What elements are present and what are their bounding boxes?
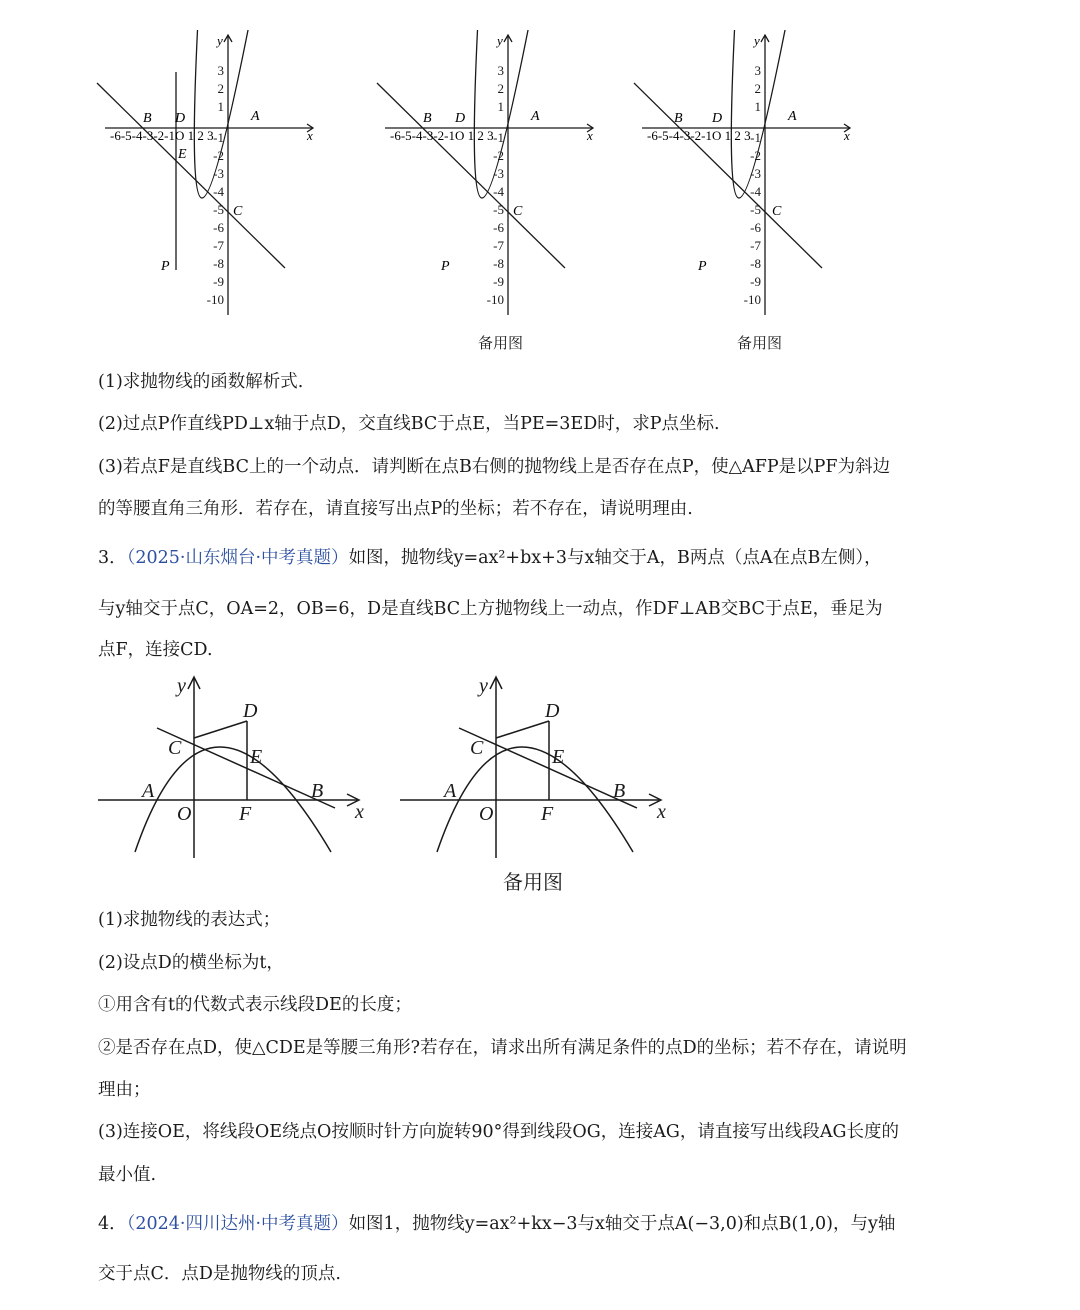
svg-text:-5: -5 bbox=[213, 202, 224, 217]
svg-text:y: y bbox=[754, 33, 760, 48]
svg-text:x: x bbox=[307, 128, 313, 143]
q2-part3: (3)若点F是直线BC上的一个动点．请判断在点B右侧的抛物线上是否存在点P，使△AFP是以PF为斜边 bbox=[98, 457, 891, 477]
svg-text:E: E bbox=[250, 746, 263, 768]
svg-text:-4: -4 bbox=[213, 184, 224, 199]
q3-source: （2025·山东烟台·中考真题） bbox=[126, 548, 349, 568]
svg-text:C: C bbox=[168, 737, 182, 759]
svg-text:1: 1 bbox=[754, 99, 761, 114]
svg-text:B: B bbox=[423, 111, 432, 126]
svg-text:-3: -3 bbox=[493, 166, 504, 181]
svg-text:y: y bbox=[217, 33, 223, 48]
q3-number: 3． bbox=[98, 548, 127, 568]
svg-text:-8: -8 bbox=[213, 256, 224, 271]
svg-text:-9: -9 bbox=[493, 274, 504, 289]
svg-text:-9: -9 bbox=[213, 274, 224, 289]
q3-line1: 如图，抛物线y=ax²+bx+3与x轴交于A，B两点（点A在点B左侧）， bbox=[348, 548, 882, 568]
svg-text:2: 2 bbox=[217, 81, 224, 96]
q2-part1: (1)求抛物线的函数解析式. bbox=[98, 372, 304, 392]
svg-text:-6: -6 bbox=[493, 220, 504, 235]
q3-spare-caption: 备用图 bbox=[503, 870, 563, 894]
svg-text:-2: -2 bbox=[750, 148, 761, 163]
q4-header bbox=[98, 1212, 895, 1236]
svg-text:D: D bbox=[712, 111, 723, 126]
svg-text:1: 1 bbox=[217, 99, 224, 114]
q3-header bbox=[98, 546, 882, 570]
q3-part2a: ①用含有t的代数式表示线段DE的长度； bbox=[98, 995, 412, 1015]
svg-text:C: C bbox=[233, 204, 243, 219]
q4-line1: 如图1，抛物线y=ax²+kx−3与x轴交于点A(−3,0)和点B(1,0)，与y轴 bbox=[348, 1214, 896, 1234]
svg-text:E: E bbox=[178, 147, 187, 162]
q3-figure bbox=[95, 670, 385, 865]
svg-text:A: A bbox=[444, 780, 457, 802]
svg-text:y: y bbox=[177, 675, 186, 697]
svg-text:x: x bbox=[587, 128, 593, 143]
svg-text:A: A bbox=[531, 109, 540, 124]
spare-caption-1: 备用图 bbox=[478, 334, 524, 352]
svg-text:A: A bbox=[142, 780, 155, 802]
svg-text:-6: -6 bbox=[213, 220, 224, 235]
svg-text:-6-5-4-3-2-1O 1 2 3: -6-5-4-3-2-1O 1 2 3 bbox=[647, 128, 751, 143]
q3-figure-spare bbox=[397, 670, 687, 865]
q2-part2: (2)过点P作直线PD⊥x轴于点D，交直线BC于点E，当PE=3ED时，求P点坐标. bbox=[98, 414, 720, 434]
svg-text:B: B bbox=[674, 111, 683, 126]
svg-text:-3: -3 bbox=[750, 166, 761, 181]
svg-text:-2: -2 bbox=[213, 148, 224, 163]
svg-text:-7: -7 bbox=[750, 238, 761, 253]
svg-text:y: y bbox=[497, 33, 503, 48]
svg-text:O: O bbox=[177, 803, 192, 825]
svg-text:3: 3 bbox=[754, 63, 761, 78]
svg-text:D: D bbox=[545, 700, 560, 722]
q3-line3: 点F，连接CD. bbox=[98, 640, 213, 660]
svg-text:P: P bbox=[441, 259, 450, 274]
x-tick-labels: -6-5-4-3-2-1O 1 2 3 bbox=[110, 128, 214, 143]
q3-part2b: ②是否存在点D，使△CDE是等腰三角形?若存在，请求出所有满足条件的点D的坐标；若不存在，请说明 bbox=[98, 1038, 907, 1058]
q4-line2: 交于点C．点D是抛物线的顶点. bbox=[98, 1264, 341, 1284]
q3-part2b-cont: 理由； bbox=[98, 1080, 151, 1100]
q3-part2: (2)设点D的横坐标为t， bbox=[98, 953, 284, 973]
svg-text:-6-5-4-3-2-1O 1 2 3: -6-5-4-3-2-1O 1 2 3 bbox=[390, 128, 494, 143]
svg-text:-5: -5 bbox=[493, 202, 504, 217]
svg-text:-2: -2 bbox=[493, 148, 504, 163]
svg-text:x: x bbox=[844, 128, 850, 143]
q3-part3-cont: 最小值. bbox=[98, 1165, 157, 1185]
q4-number: 4． bbox=[98, 1214, 127, 1234]
svg-text:F: F bbox=[541, 803, 554, 825]
svg-text:E: E bbox=[552, 746, 565, 768]
svg-text:A: A bbox=[251, 109, 260, 124]
segment-cd bbox=[194, 721, 247, 738]
svg-text:D: D bbox=[175, 111, 186, 126]
svg-text:3: 3 bbox=[497, 63, 504, 78]
q4-source: （2024·四川达州·中考真题） bbox=[126, 1214, 349, 1234]
svg-text:-9: -9 bbox=[750, 274, 761, 289]
q3-part3: (3)连接OE，将线段OE绕点O按顺时针方向旋转90°得到线段OG，连接AG，请直接写出线段AG长度的 bbox=[98, 1122, 899, 1142]
svg-text:-1: -1 bbox=[750, 130, 761, 145]
svg-text:B: B bbox=[311, 780, 324, 802]
graph-3 bbox=[632, 30, 867, 320]
graph-2 bbox=[375, 30, 610, 320]
y-ticks bbox=[207, 63, 225, 307]
svg-text:-7: -7 bbox=[493, 238, 504, 253]
svg-text:x: x bbox=[355, 801, 364, 823]
svg-text:B: B bbox=[143, 111, 152, 126]
svg-text:-4: -4 bbox=[493, 184, 504, 199]
q2-part3-cont: 的等腰直角三角形．若存在，请直接写出点P的坐标；若不存在，请说明理由. bbox=[98, 499, 693, 519]
svg-text:B: B bbox=[613, 780, 626, 802]
svg-text:C: C bbox=[470, 737, 484, 759]
svg-text:-6: -6 bbox=[750, 220, 761, 235]
svg-text:-1: -1 bbox=[213, 130, 224, 145]
q3-part1: (1)求抛物线的表达式； bbox=[98, 910, 281, 930]
svg-text:1: 1 bbox=[497, 99, 504, 114]
svg-text:-5: -5 bbox=[750, 202, 761, 217]
line-cb bbox=[157, 728, 335, 808]
svg-text:-8: -8 bbox=[493, 256, 504, 271]
svg-text:-1: -1 bbox=[493, 130, 504, 145]
svg-text:y: y bbox=[479, 675, 488, 697]
svg-text:P: P bbox=[698, 259, 707, 274]
svg-text:F: F bbox=[239, 803, 252, 825]
svg-text:D: D bbox=[243, 700, 258, 722]
svg-text:-10: -10 bbox=[486, 292, 504, 307]
q3-line2: 与y轴交于点C，OA=2，OB=6，D是直线BC上方抛物线上一动点，作DF⊥AB交BC于点E，垂足为 bbox=[98, 599, 883, 619]
svg-text:P: P bbox=[161, 259, 170, 274]
svg-text:2: 2 bbox=[754, 81, 761, 96]
svg-text:-10: -10 bbox=[206, 292, 224, 307]
svg-text:O: O bbox=[479, 803, 494, 825]
svg-text:C: C bbox=[513, 204, 523, 219]
svg-text:3: 3 bbox=[217, 63, 224, 78]
graph-1 bbox=[95, 30, 330, 320]
svg-text:-10: -10 bbox=[743, 292, 761, 307]
svg-text:-4: -4 bbox=[750, 184, 761, 199]
svg-text:-3: -3 bbox=[213, 166, 224, 181]
svg-text:A: A bbox=[788, 109, 797, 124]
svg-text:2: 2 bbox=[497, 81, 504, 96]
spare-caption-2: 备用图 bbox=[737, 334, 783, 352]
svg-text:-7: -7 bbox=[213, 238, 224, 253]
svg-text:D: D bbox=[455, 111, 466, 126]
svg-text:C: C bbox=[772, 204, 782, 219]
svg-text:-8: -8 bbox=[750, 256, 761, 271]
svg-text:x: x bbox=[657, 801, 666, 823]
